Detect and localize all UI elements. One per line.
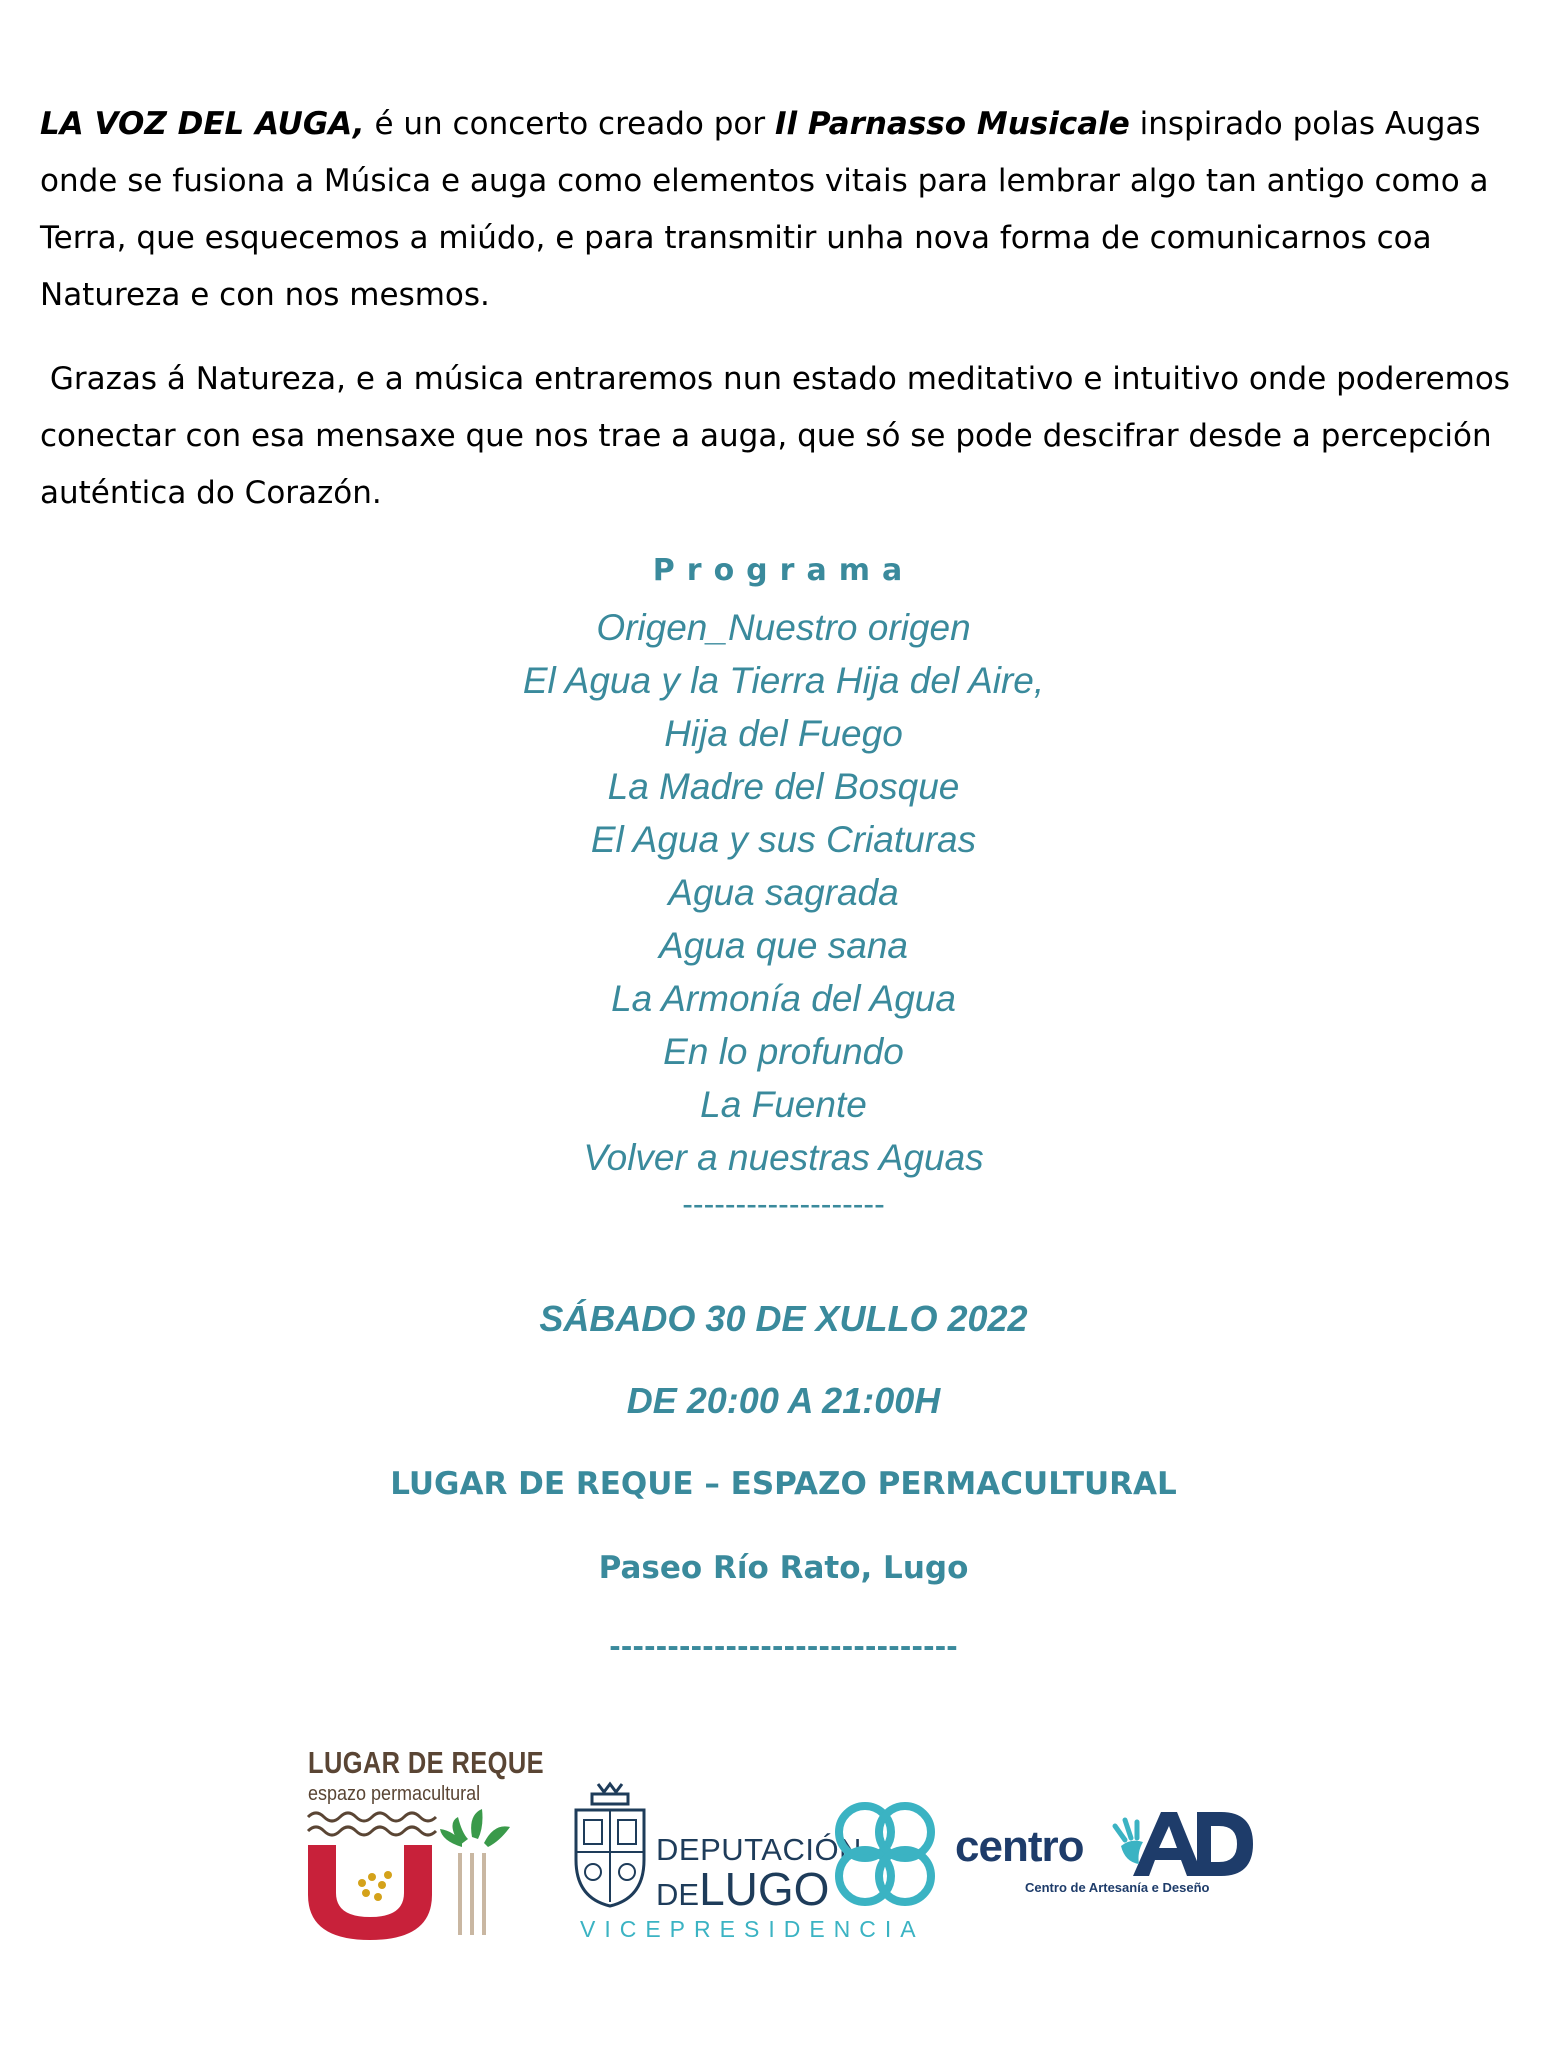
reque-logo-subtitle: espazo permacultural — [308, 1783, 481, 1805]
hand-ad-icon — [1103, 1806, 1253, 1882]
event-time: DE 20:00 A 21:00H — [626, 1380, 941, 1421]
coat-of-arms-icon — [568, 1780, 652, 1908]
intro-text-2: inspirado polas Augas onde se fusiona a Música e auga como elementos vitais para lembrar algo tan antigo como a Terra, que esquecemos a miúdo, e para transmitir unha nova forma de comunicarnos coa Natureza e con nos mesmos. — [40, 106, 1489, 313]
program-item: La Armonía del Agua — [611, 978, 956, 1019]
intro-text-1: é un concerto creado por — [364, 106, 775, 142]
de-lugo-label — [656, 1863, 830, 1915]
program-item: La Fuente — [700, 1084, 867, 1125]
concert-title: LA VOZ DEL AUGA, — [40, 106, 365, 142]
centro-subtitle: Centro de Artesanía e Deseño — [1025, 1880, 1210, 1895]
program-item: Agua sagrada — [668, 872, 899, 913]
program-item: El Agua y sus Criaturas — [590, 819, 977, 860]
intro-paragraph-2: Grazas á Natureza, e a música entraremos nun estado meditativo e intuitivo onde poderemos conectar con esa mensaxe que nos trae a auga, que só se pode descifrar desde a percepción auténtica do Corazón. — [40, 361, 1520, 511]
event-address: Paseo Río Rato, Lugo — [598, 1550, 969, 1586]
intro-paragraph-1 — [40, 96, 1530, 324]
program-item: Hija del Fuego — [664, 713, 903, 754]
program-item: La Madre del Bosque — [607, 766, 960, 807]
de-label: DE — [656, 1877, 700, 1912]
ensemble-name: Il Parnasso Musicale — [774, 106, 1130, 142]
event-date: SÁBADO 30 DE XULLO 2022 — [539, 1298, 1028, 1339]
program-heading: Programa — [652, 553, 915, 588]
deputacion-label: DEPUTACIÓN — [656, 1832, 862, 1867]
lugo-label: LUGO — [699, 1863, 830, 1915]
intro-text — [40, 96, 1530, 522]
deputacion-lugo-logo — [568, 1780, 948, 1950]
program-item: Agua que sana — [659, 925, 908, 966]
centro-word — [955, 1822, 1083, 1872]
program-item: En lo profundo — [663, 1031, 904, 1072]
lugar-de-reque-logo — [300, 1745, 544, 1945]
centro-text: centro — [955, 1822, 1084, 1871]
centro-ad-logo — [955, 1806, 1255, 1896]
footer-separator: ------------------------------ — [609, 1630, 958, 1663]
program-item: El Agua y la Tierra Hija del Aire, — [522, 660, 1045, 701]
event-venue: LUGAR DE REQUE – ESPAZO PERMACULTURAL — [390, 1466, 1177, 1502]
program-separator: ------------------- — [682, 1186, 885, 1222]
reque-logo-art-icon — [300, 1805, 520, 1945]
vicepresidencia-label: VICEPRESIDENCIA — [580, 1916, 925, 1942]
program-item: Volver a nuestras Aguas — [583, 1137, 984, 1178]
program-item: Origen_Nuestro origen — [596, 607, 971, 648]
celtic-knot-icon — [830, 1798, 940, 1910]
reque-logo-title: LUGAR DE REQUE — [308, 1745, 544, 1780]
program-list — [0, 601, 1567, 1184]
